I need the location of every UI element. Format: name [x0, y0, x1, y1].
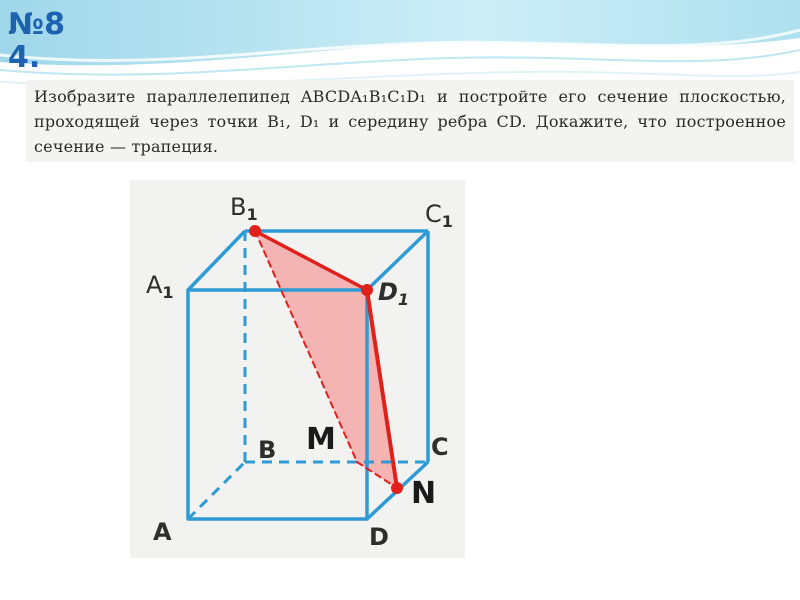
label-D1: $D_1$ [378, 278, 410, 309]
point-N [391, 482, 403, 494]
slide-number: №8 4. [8, 7, 65, 75]
label-C: C [431, 433, 449, 461]
label-N: N [411, 476, 437, 511]
label-C1: $C_1$ [425, 200, 453, 231]
problem-statement: Изобразите параллелепипед ABCDA₁B₁C₁D₁ и постройте его сечение плоскостью, проходящей через точки B₁, D₁ и середину ребра CD. Докажите, что построенное сечение — трапеция. [34, 87, 786, 156]
label-B1: $B_1$ [230, 193, 258, 224]
edge-AB [188, 462, 245, 519]
label-A: A [153, 518, 172, 546]
point-B1 [249, 225, 261, 237]
label-D: D [369, 523, 389, 551]
label-B: B [258, 436, 277, 464]
point-D1 [361, 284, 373, 296]
label-M: M [306, 422, 336, 457]
label-A1: $A_1$ [146, 271, 174, 302]
edge-A1B1 [188, 231, 245, 290]
